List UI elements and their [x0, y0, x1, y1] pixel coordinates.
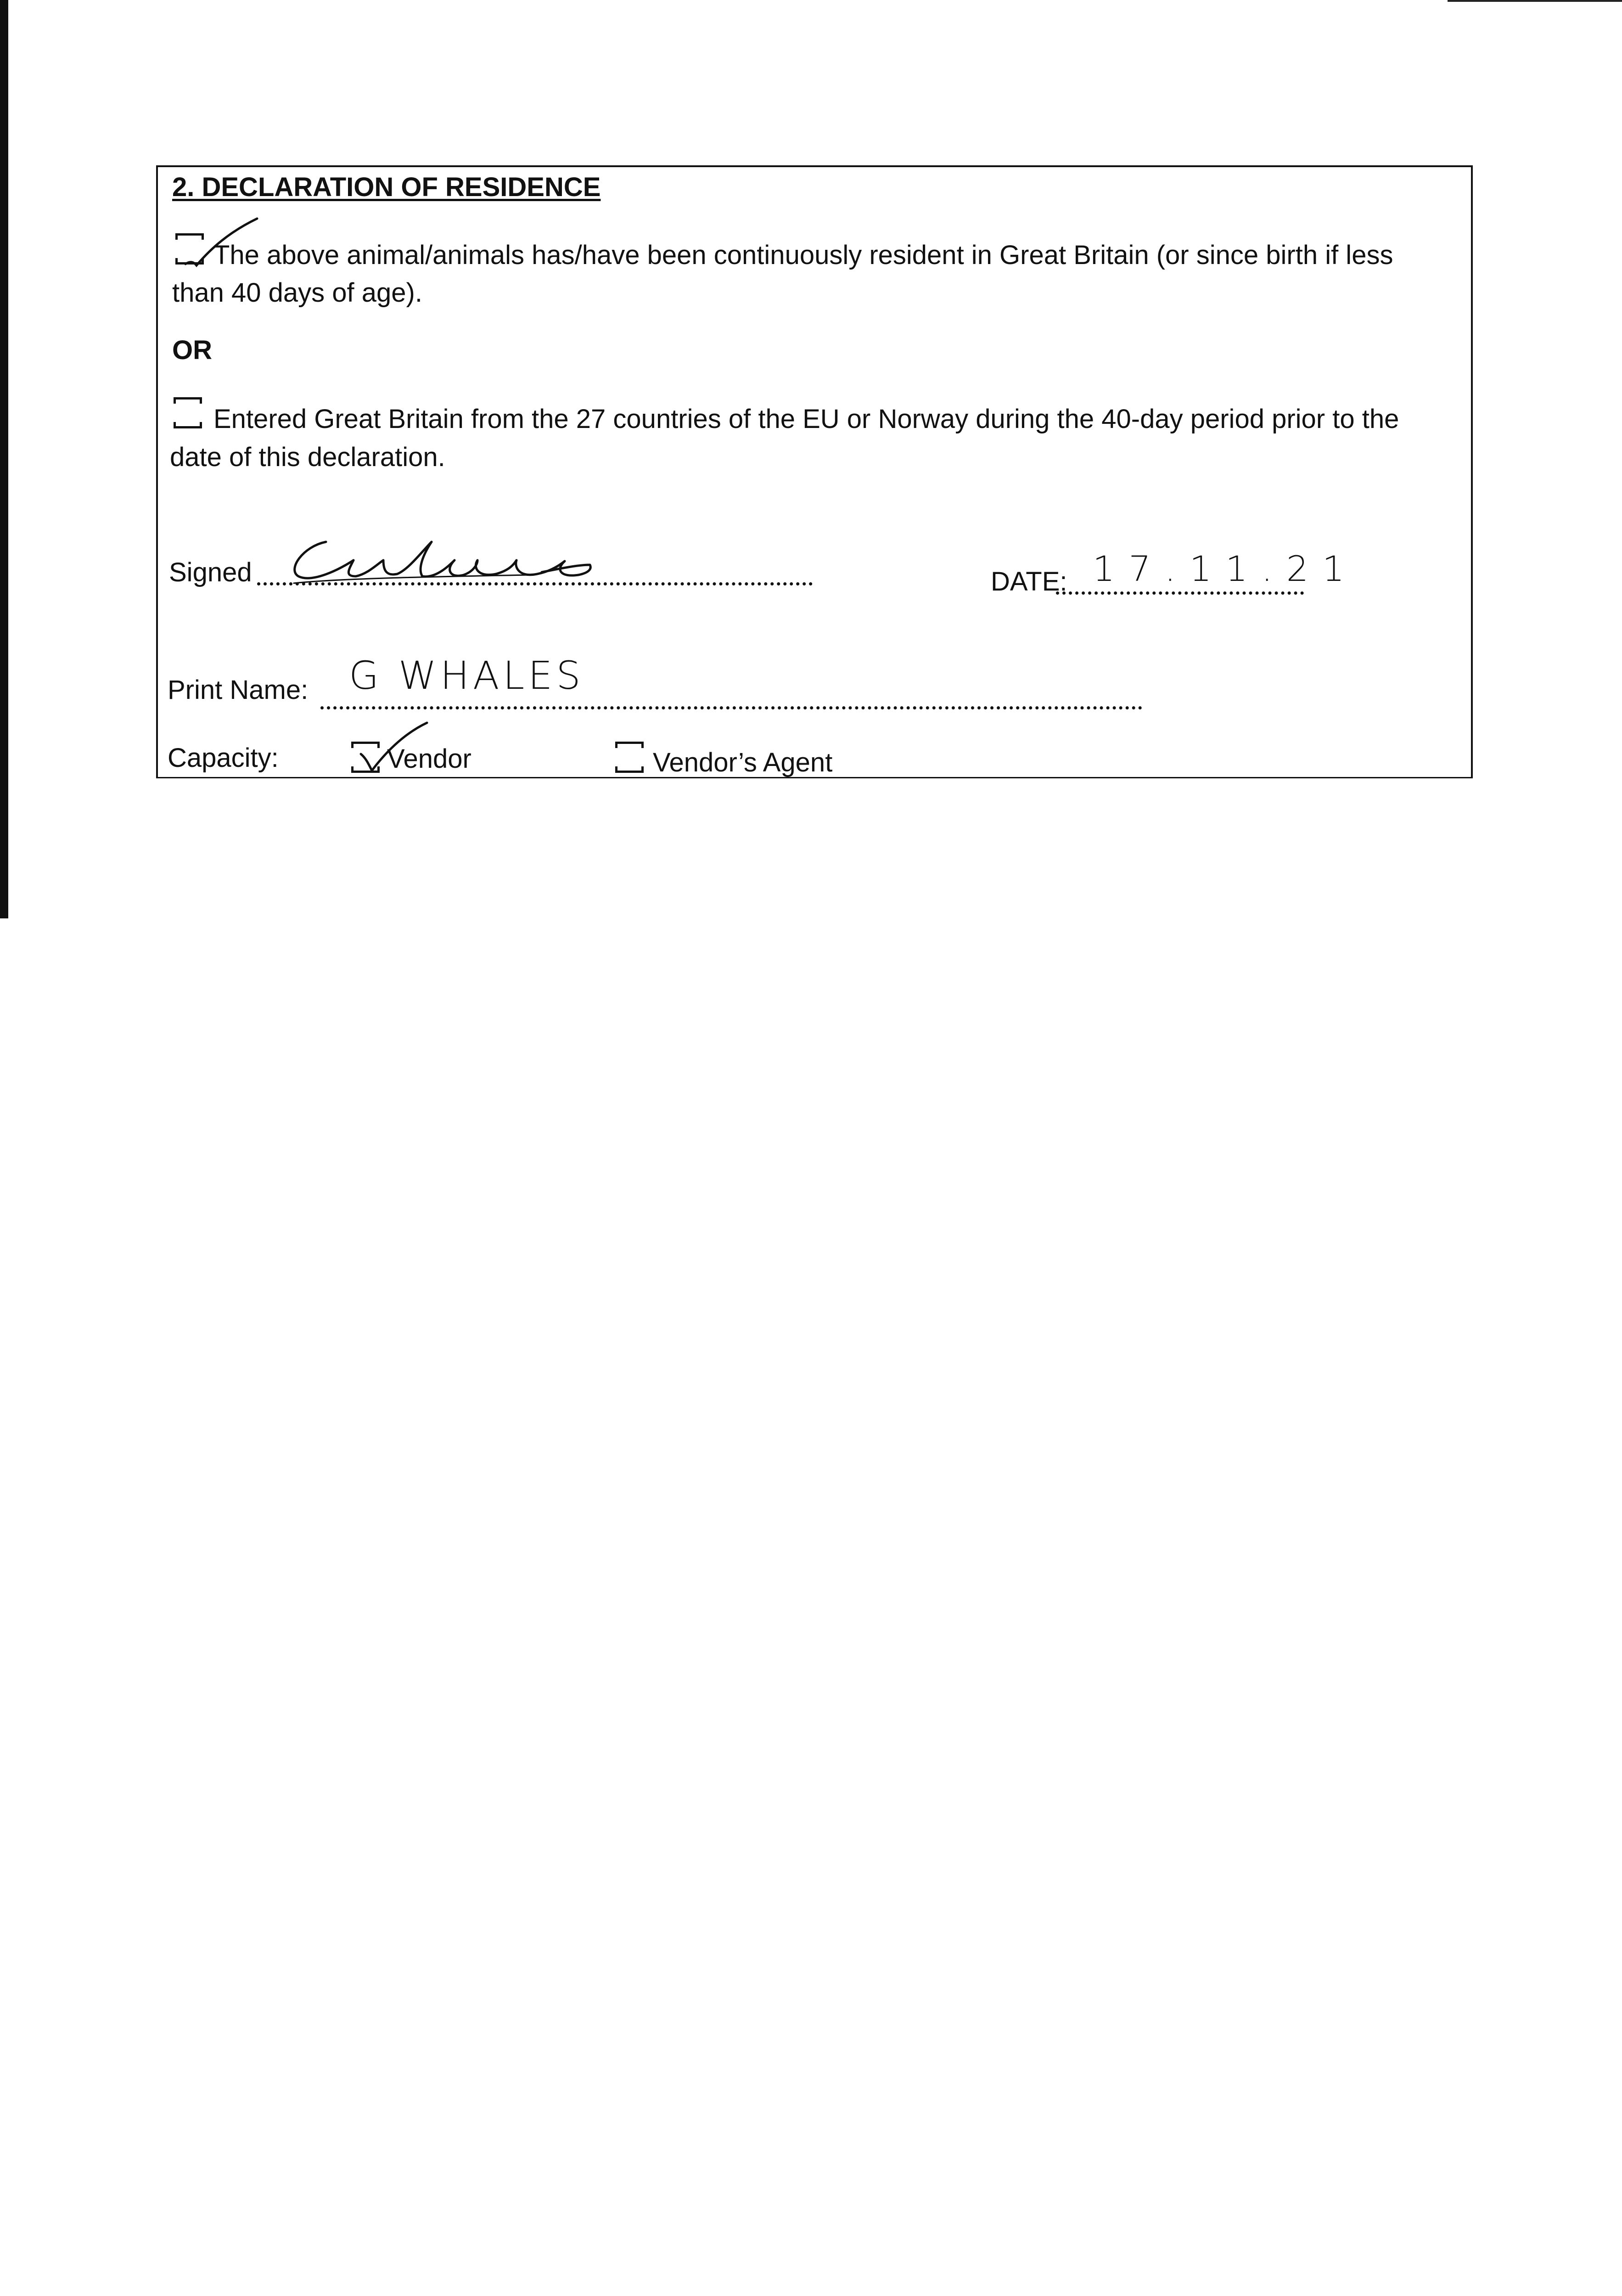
scan-edge-left — [0, 0, 8, 918]
section-title: 2. DECLARATION OF RESIDENCE — [172, 172, 601, 202]
entered-checkbox[interactable] — [174, 397, 202, 428]
vendors-agent-option-label: Vendor’s Agent — [653, 748, 833, 777]
vendors-agent-checkbox[interactable] — [615, 742, 644, 773]
date-value: 17.11.21 — [1093, 548, 1358, 589]
or-label: OR — [172, 335, 212, 365]
print-name-value: G WHALES — [349, 653, 584, 698]
resident-option-text-line1: The above animal/animals has/have been continuously resident in Great Britain (or since birth if less — [213, 240, 1393, 270]
vendor-option-label: Vendor — [387, 744, 471, 774]
print-name-label: Print Name: — [168, 675, 309, 705]
signed-label: Signed — [169, 557, 252, 587]
capacity-label: Capacity: — [168, 743, 279, 773]
resident-option-text-line2: than 40 days of age). — [172, 278, 422, 308]
print-name-line[interactable] — [320, 706, 1142, 709]
entered-option-text-line2: date of this declaration. — [170, 442, 445, 472]
date-label: DATE: — [991, 567, 1067, 597]
scan-edge-top — [1448, 0, 1622, 2]
date-line[interactable] — [1056, 591, 1304, 595]
entered-option-text-line1: Entered Great Britain from the 27 countries of the EU or Norway during the 40-day period prior to the — [213, 404, 1399, 434]
signature-drawing — [285, 533, 597, 588]
